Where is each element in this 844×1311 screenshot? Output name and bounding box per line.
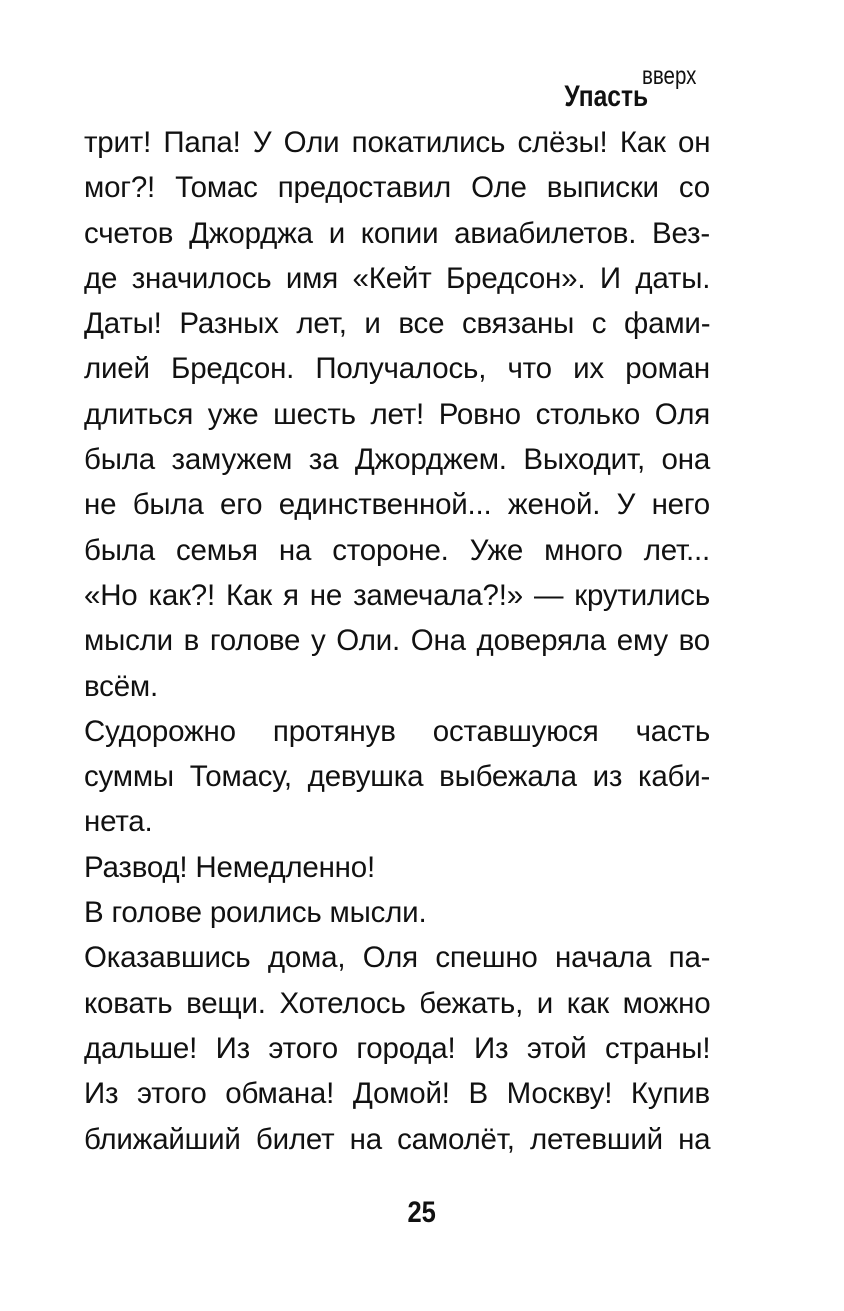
running-head-title: Упасть [563,80,648,113]
text-line: дальше! Из этого города! Из этой страны! [84,1031,711,1065]
body-text [84,120,710,1162]
text-line: мог?! Томас предоставил Оле выписки со [84,171,710,205]
paragraph [84,709,710,845]
text-line: мысли в голове у Оли. Она доверяла ему во [84,624,710,658]
text-line: В голове роились мысли. [84,896,427,930]
page-number-text: 25 [407,1196,437,1229]
text-line: длиться уже шесть лет! Ровно столько Оля [84,397,710,431]
text-line: ближайший билет на самолёт, летевший на [84,1122,711,1156]
running-head [546,62,708,113]
text-line: была семья на стороне. Уже много лет... [84,533,710,567]
text-line: нета. [84,805,153,839]
running-head-superscript: вверх [641,62,697,90]
text-line: была замужем за Джорджем. Выходит, она [84,443,711,477]
text-line: Даты! Разных лет, и все связаны с фами- [84,307,711,341]
text-line: лией Бредсон. Получалось, что их роман [84,352,710,386]
text-line: Судорожно протянув оставшуюся часть [84,714,710,748]
text-line: Развод! Немедленно! [84,850,375,884]
text-line: «Но как?! Как я не замечала?!» — крутились [84,578,710,612]
text-line: трит! Папа! У Оли покатились слёзы! Как он [84,126,711,159]
paragraph [84,935,710,1161]
text-line: Оказавшись дома, Оля спешно начала па- [84,941,711,975]
text-line: всём. [84,669,158,703]
paragraph [84,845,710,890]
text-line: не была его единственной... женой. У него [84,488,710,522]
page-number [0,1196,844,1230]
paragraph [84,120,710,709]
text-line: суммы Томасу, девушка выбежала из каби- [84,760,711,794]
text-line: счетов Джорджа и копии авиабилетов. Вез- [84,216,710,250]
text-line: Из этого обмана! Домой! В Москву! Купив [84,1077,710,1111]
paragraph [84,890,710,935]
text-line: де значилось имя «Кейт Бредсон». И даты. [84,261,711,295]
text-line: ковать вещи. Хотелось бежать, и как можно [84,986,711,1020]
